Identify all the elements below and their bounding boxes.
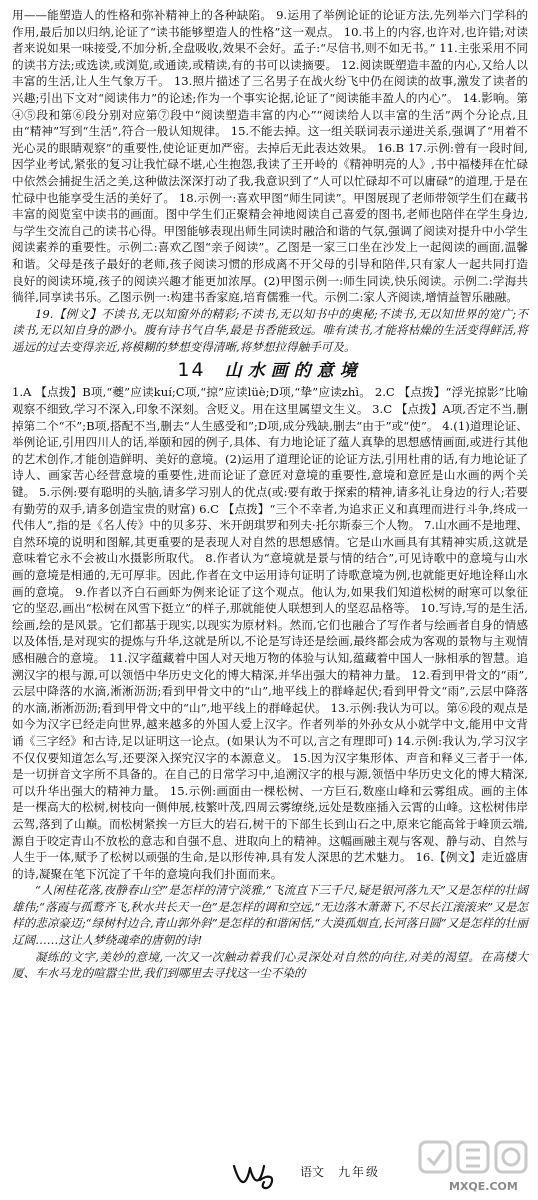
section-number: 14: [177, 359, 206, 382]
section-title: 山水画的意境: [224, 361, 363, 382]
essay-paragraph-2: 凝练的文字,美妙的意境,一次又一次触动着我们心灵深处对自然的向往,对美的渴望。在高楼大厦、车水马龙的喧嚣尘世,我们到哪里去寻找这一尘不染的: [12, 949, 528, 981]
subject-label: 语文: [300, 1165, 325, 1179]
essay-paragraph-1: “人闲桂花落,夜静春山空”是怎样的清宁淡雅,“飞流直下三千尺,疑是银河落九天”又是怎样的壮阔雄伟;“落霞与孤鹜齐飞,秋水共长天一色”是怎样的调和空远,“无边落木萧萧下,不尽长江滚滚来”又是怎样的悲凉豪迈;“绿树村边合,青山郭外斜”是怎样的和谐闲恬,“大漠孤烟直,长河落日圆”又是怎样的壮丽辽阔……这让人梦绕魂牵的唐朝的诗!: [12, 883, 528, 948]
answer-paragraph-14: 1.A 【点拨】B项,“夔”应读kuí;C项,“掠”应读lüè;D项,“挚”应读zhì。 2.C 【点拨】“浮光掠影”比喻观察不细致,学习不深入,印象不深刻。含贬义。用在这里属望文生义。 3.C 【点拨】A项,否定不当,删掉第二个“不”;B项,搭配不当,删去“人生感受和”;D项,成分残缺,删去“由于”或“使”。 4.(1)道理论证、举例论证,引用四川人的话,举颐和园的例子,具体、有力地论证了蕴人真挚的思想感情画面,或进行其他的艺术创作,才能创造鲜明、美好的意境。(2)运用了道理论证的论证方法,引用杜甫的话,有力地论证了诗人、画家苦心经营意境的重要性,进而论证了意匠对意境的重要性,意境和意匠是山水画的两个关键。 5.示例:要有聪明的头脑,请多学习别人的优点(或:要有敢于探索的精神,请多礼让身边的行人;若要有勤劳的双手,请多创造宝贵的财富) 6.C 【点拨】“三个不幸者,为追求正义和真理而进行斗争,终成一代伟人”,指的是《名人传》中的贝多芬、米开朗琪罗和列夫·托尔斯泰三个人物。 7.山水画不是地理、自然环境的说明和图解,其更重要的是表现人对自然的思想感情。它是山水画具有其精神实质,这就是意味着它永不会被山水摄影所取代。 8.作者认为“意境就是景与情的结合”,可见诗歌中的意境与山水画的意境是相通的,无可厚非。因此,作者在文中运用诗句证明了诗歌意境为例,也就能更好地诠释山水画的意境。 9.作者以齐白石画虾为例来论证了这个观点。他认为,如果我们知道松树的耐寒可以象征它的坚忍,画出“松树在风雪下挺立”的样子,那就能使人联想到人的坚忍品格等。 10.写诗,写的是生活,绘画,绘的是风景。它们都基于现实,以现实为原材料。然而,它们也融合了写作者与绘画者自身的情感以及体悟,是对现实的提炼与升华,这就是所以,不论是写诗还是绘画,最终都会成为客观的景物与主观情感相融合的意境。 11.汉字蕴藏着中国人对天地万物的体验与认知,蕴藏着中国人一脉相承的智慧。追溯汉字的根与源,可以领悟中华历史文化的博大精深,并华出强大的精神力量。 12.看到甲骨文的“雨”,云层中降落的水滴,淅淅沥沥;看到甲骨文中的“山”,地平线上的群峰起伏;看到甲骨文“雨”,云层中降落的水滴,淅淅沥沥;看到甲骨文中的“山”,地平线上的群峰起伏。 13.示例:我认为可以。第⑥段的观点是如今为汉字已经走向世界,越来越多的外国人爱上汉字。作者列举的外孙女从小就学中文,能用中文背诵《三字经》和古诗,足以证明这一论点。(如果认为不可以,言之有理即可) 14.示例:我认为,学习汉字不仅仅要知道怎么写,还要深入探究汉字的本源意义。 15.因为汉字集形体、声音和释义三者于一体,是一切拼音文字所不具备的。在自己的日常学习中,追溯汉字的根与源,领悟中华历史文化的博大精深,可以升华出强大的精神力量。 15.示例:画面由一棵松树、一方巨石,数座山峰和云雾组成。画的主体是一棵高大的松树,树枝向一侧伸展,枝繁叶茂,四周云雾缭绕,远处是数座插入云霄的山峰。这松树伟岸云驾,落到了山巅。而松树紧挨一方巨大的岩石,树干的下部生长到山石之中,原来它能高耸于峰顶云端,源自于咬定青山不放松的意志和自强不息、进取向上的精神。这幅画融主观与客观、静与动、自然与人生于一体,赋予了松树以顽强的生命,是以形传神,具有发人深思的艺术魅力。 16.【例文】走近盛唐的诗,凝聚在笔下沉淀了千年的意境向我们扑面而来。: [12, 385, 528, 881]
grade-label: 九年级: [338, 1165, 381, 1179]
example-essay-19: 19.【例文】不读书,无以知窗外的精彩;不读书,无以知书中的奥秘;不读书,无以知世界的宽广;不读书,无以知自身的渺小。腹有诗书气自华,最是书香能致远。唯有读书,才能将枯燥的生活变得鲜活,将遥远的过去变得亲近,将模糊的梦想变得清晰,将梦想拉得触手可及。: [12, 306, 528, 354]
answer-paragraph-13: 用——能塑造人的性格和弥补精神上的各种缺陷。 9.运用了举例论证的论证方法,先列举六门学科的作用,最后加以归纳,论证了“读书能够塑造人的性格”这一观点。 10.书上的内容,也许对,也许错;对读者来说如果一味接受,不加分析,全盘吸收,效果不会好。孟子:“尽信书,则不如无书。” 11.主张采用不同的读书方法;或选读,或浏览,或通读,或精读,有的书可以读摘要。 12.阅读既塑造丰盈的内心,又给人以丰富的生活,让人生气象万千。 13.照片描述了三名男子在战火纷飞中仍在阅读的故事,激发了读者的兴趣;引出下文对“阅读伟力”的论述;作为一个事实论据,论证了“阅读能丰盈人的内心”。 14.影响。第④⑤段和第⑥段分别对应第⑦段中“阅读塑造丰富的内心”“阅读给人以丰富的生活”两个分论点,且由“精神”写到“生活”,符合一般认知规律。 15.不能去掉。这一组关联词表示递进关系,强调了“用着不光心灵的眼睛观察”的重要性,使论证更加严密。去掉后无此表达效果。 16.B 17.示例:曾有一段时间,因学业考试,紧张的复习让我忙碌不堪,心生抱怨,我读了王开岭的《精神明亮的人》,书中福楼拜在忙碌中依然会捕捉生活之美,这种做法深深打动了我,我意识到了“人可以忙碌却不可以庸碌”的道理,于是在忙碌中也能享受生活的美好了。 18.示例一:喜欢甲图“师生同读”。甲图展现了老师带领学生们在藏书丰富的阅览室中读书的画面。图中学生们正聚精会神地阅读自己喜爱的图书,老师也陪伴在学生身边,与学生交流自己的读书心得。甲图能够表现出师生同读时融洽和谐的气氛,强调了阅读对提升中小学生阅读素养的重要性。示例二:喜欢乙图“亲子阅读”。乙图是一家三口坐在沙发上一起阅读的画面,温馨和谐。父母是孩子最好的老师,孩子阅读习惯的形成离不开父母的引导和陪伴,只有家人一起共同打造良好的阅读环境,孩子的阅读兴趣才能更加浓厚。(2)甲图示例一:师生同读,快乐阅读。示例二:学海共徜徉,同享读书乐。乙图示例一:构建书香家庭,培育儒雅一代。示例二:家人齐阅读,增情益智乐融融。: [12, 8, 528, 305]
section-heading: [12, 359, 528, 381]
handwritten-mark-icon: [230, 1158, 280, 1192]
watermark-text: MXQE.COM: [449, 1180, 518, 1193]
